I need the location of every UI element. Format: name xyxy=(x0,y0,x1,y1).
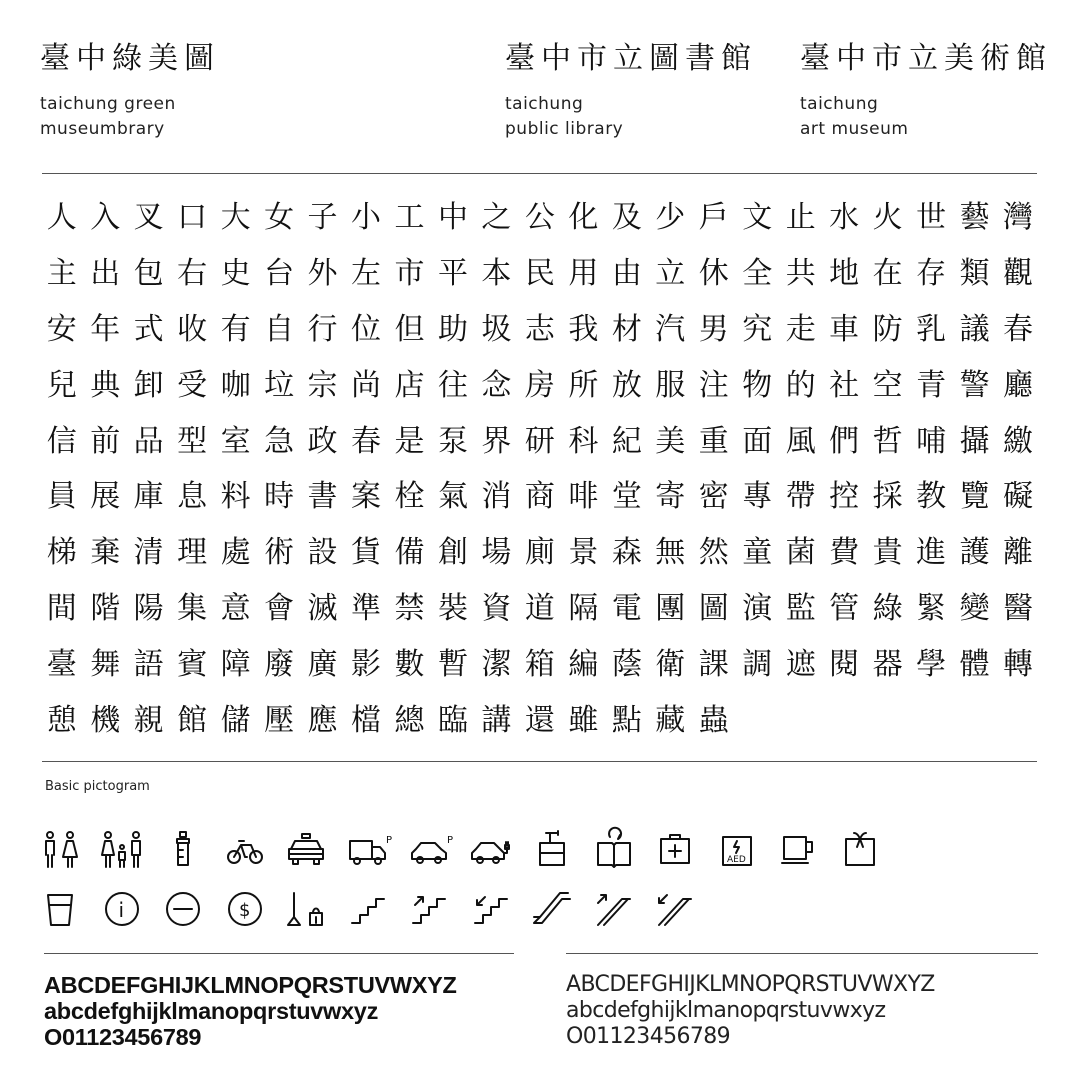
glyph-cell: 費 xyxy=(829,535,860,571)
glyph-cell: 在 xyxy=(872,255,903,291)
glyph-cell: 廣 xyxy=(307,647,338,683)
glyph-cell: 總 xyxy=(394,703,425,739)
glyph-cell: 無 xyxy=(655,535,686,571)
header-museum xyxy=(800,42,1052,142)
glyph-cell: 本 xyxy=(481,255,512,291)
glyph-cell: 資 xyxy=(481,591,512,627)
glyph-cell: 自 xyxy=(264,311,295,347)
glyph-cell: 助 xyxy=(437,311,468,347)
glyph-cell: 有 xyxy=(220,311,251,347)
green-title-en-1: taichung green xyxy=(40,94,176,114)
glyph-cell: 礙 xyxy=(1003,479,1034,515)
truck-parking-icon xyxy=(348,826,392,872)
glyph-cell: 泵 xyxy=(437,423,468,459)
glyph-cell: 但 xyxy=(394,311,425,347)
glyph-cell: 型 xyxy=(177,423,208,459)
glyph-cell: 史 xyxy=(220,255,251,291)
green-title-en-2: museumbrary xyxy=(40,119,165,139)
glyph-cell: 潔 xyxy=(481,647,512,683)
glyph-cell: 春 xyxy=(351,423,382,459)
glyph-cell: 灣 xyxy=(1003,200,1034,235)
regular-digits: O01123456789 xyxy=(566,1024,731,1049)
glyph-cell: 信 xyxy=(46,423,77,459)
glyph-cell: 裝 xyxy=(437,591,468,627)
glyph-cell: 子 xyxy=(307,200,338,235)
library-title-en-2: public library xyxy=(505,119,624,139)
glyph-cell: 出 xyxy=(90,255,121,291)
glyph-cell: 文 xyxy=(742,200,773,235)
glyph-cell: 員 xyxy=(46,479,77,515)
glyph-cell: 綠 xyxy=(872,591,903,627)
glyph-cell: 青 xyxy=(916,367,947,403)
glyph-cell: 議 xyxy=(959,311,990,347)
cleaning-icon xyxy=(286,886,326,932)
glyph-cell: 滅 xyxy=(307,591,338,627)
escalator-down-icon xyxy=(655,886,695,932)
locker-icon xyxy=(532,826,572,872)
glyph-cell: 演 xyxy=(742,591,773,627)
escalator-icon xyxy=(532,886,572,932)
glyph-cell: 防 xyxy=(872,311,903,347)
glyph-cell: 小 xyxy=(351,200,382,235)
glyph-cell: 臨 xyxy=(437,703,468,739)
svg-text:AED: AED xyxy=(726,855,746,865)
glyph-cell: 宗 xyxy=(307,367,338,403)
glyph-cell: 創 xyxy=(437,535,468,571)
glyph-cell: 場 xyxy=(481,535,512,571)
glyph-cell: 外 xyxy=(307,255,338,291)
stairs-up-icon xyxy=(409,886,449,932)
glyph-cell: 設 xyxy=(307,535,338,571)
header-library xyxy=(505,42,757,142)
glyph-cell: 紀 xyxy=(611,423,642,459)
glyph-cell: 護 xyxy=(959,535,990,571)
glyph-cell: 地 xyxy=(829,255,860,291)
glyph-cell: 術 xyxy=(264,535,295,571)
glyph-cell: 平 xyxy=(437,255,468,291)
glyph-cell: 醫 xyxy=(1003,591,1034,627)
glyph-cell: 還 xyxy=(524,703,555,739)
glyph-cell: 重 xyxy=(698,423,729,459)
glyph-cell: 壓 xyxy=(264,703,295,739)
glyph-cell: 中 xyxy=(437,200,468,235)
glyph-cell: 兒 xyxy=(46,367,77,403)
glyph-cell: 全 xyxy=(742,255,773,291)
bold-lowercase: abcdefghijklmanopqrstuvwxyz xyxy=(44,998,379,1024)
glyph-cell: 由 xyxy=(611,255,642,291)
glyph-cell: 採 xyxy=(872,479,903,515)
glyph-cell: 森 xyxy=(611,535,642,571)
glyph-cell: 我 xyxy=(568,311,599,347)
glyph-cell: 典 xyxy=(90,367,121,403)
glyph-cell: 菌 xyxy=(785,535,816,571)
glyph-cell: 春 xyxy=(1003,311,1034,347)
glyph-cell: 究 xyxy=(742,311,773,347)
glyph-cell: 觀 xyxy=(1003,255,1034,291)
glyph-cell: 美 xyxy=(655,423,686,459)
glyph-cell: 課 xyxy=(698,647,729,683)
glyph-cell: 閱 xyxy=(829,647,860,683)
glyph-cell: 數 xyxy=(394,647,425,683)
glyph-cell: 轉 xyxy=(1003,647,1034,683)
glyph-cell: 風 xyxy=(785,423,816,459)
glyph-cell: 急 xyxy=(264,423,295,459)
glyph-cell: 梯 xyxy=(46,535,77,571)
glyph-cell: 們 xyxy=(829,423,860,459)
glyph-cell: 受 xyxy=(177,367,208,403)
glyph-cell: 市 xyxy=(394,255,425,291)
glyph-cell: 志 xyxy=(524,311,555,347)
glyph-cell: 走 xyxy=(785,311,816,347)
glyph-cell: 年 xyxy=(90,311,121,347)
baby-bottle-icon xyxy=(163,826,203,872)
glyph-cell: 商 xyxy=(524,479,555,515)
family-restroom-icon xyxy=(102,826,142,872)
glyph-cell: 會 xyxy=(264,591,295,627)
glyph-cell: 火 xyxy=(872,200,903,235)
glyph-cell: 氣 xyxy=(437,479,468,515)
glyph-cell: 賓 xyxy=(177,647,208,683)
glyph-cell: 教 xyxy=(916,479,947,515)
glyph-cell: 圾 xyxy=(481,311,512,347)
glyph-cell: 寄 xyxy=(655,479,686,515)
gift-shop-icon xyxy=(840,826,880,872)
glyph-cell: 間 xyxy=(46,591,77,627)
glyph-cell: 注 xyxy=(698,367,729,403)
glyph-cell: 工 xyxy=(394,200,425,235)
glyph-cell: 大 xyxy=(220,200,251,235)
information-icon xyxy=(102,886,142,932)
glyph-cell: 藝 xyxy=(959,200,990,235)
svg-text:P: P xyxy=(385,835,392,846)
glyph-cell: 式 xyxy=(133,311,164,347)
glyph-cell: 衛 xyxy=(655,647,686,683)
reading-book-icon xyxy=(594,826,634,872)
first-aid-icon xyxy=(655,826,695,872)
glyph-cell: 館 xyxy=(177,703,208,739)
glyph-cell: 緊 xyxy=(916,591,947,627)
glyph-cell: 及 xyxy=(611,200,642,235)
glyph-cell: 陽 xyxy=(133,591,164,627)
glyph-cell: 語 xyxy=(133,647,164,683)
glyph-cell: 料 xyxy=(220,479,251,515)
divider-bottom-right xyxy=(566,953,1038,954)
glyph-cell: 臺 xyxy=(46,647,77,683)
glyph-cell: 人 xyxy=(46,200,77,235)
restroom-icon xyxy=(40,826,80,872)
glyph-cell: 景 xyxy=(568,535,599,571)
glyph-cell: 道 xyxy=(524,591,555,627)
glyph-cell: 哲 xyxy=(872,423,903,459)
glyph-cell: 檔 xyxy=(351,703,382,739)
glyph-cell: 行 xyxy=(307,311,338,347)
glyph-cell: 收 xyxy=(177,311,208,347)
glyph-cell: 車 xyxy=(829,311,860,347)
glyph-cell: 暫 xyxy=(437,647,468,683)
glyph-cell: 處 xyxy=(220,535,251,571)
glyph-cell: 口 xyxy=(177,200,208,235)
glyph-cell: 民 xyxy=(524,255,555,291)
glyph-cell: 儲 xyxy=(220,703,251,739)
glyph-cell: 房 xyxy=(524,367,555,403)
glyph-cell: 編 xyxy=(568,647,599,683)
glyph-cell: 警 xyxy=(959,367,990,403)
glyph-cell: 影 xyxy=(351,647,382,683)
glyph-cell: 機 xyxy=(90,703,121,739)
glyph-cell: 休 xyxy=(698,255,729,291)
glyph-cell: 藏 xyxy=(655,703,686,739)
glyph-cell: 右 xyxy=(177,255,208,291)
glyph-cell: 堂 xyxy=(611,479,642,515)
museum-title-en-1: taichung xyxy=(800,94,879,114)
glyph-specimen-grid xyxy=(40,190,1040,749)
bold-digits: O01123456789 xyxy=(44,1024,202,1050)
electric-car-icon xyxy=(471,826,511,872)
glyph-cell: 叉 xyxy=(133,200,164,235)
glyph-cell: 立 xyxy=(655,255,686,291)
glyph-cell: 應 xyxy=(307,703,338,739)
glyph-cell: 電 xyxy=(611,591,642,627)
glyph-cell: 往 xyxy=(437,367,468,403)
glyph-cell: 庫 xyxy=(133,479,164,515)
glyph-cell: 科 xyxy=(568,423,599,459)
glyph-cell: 管 xyxy=(829,591,860,627)
glyph-cell: 離 xyxy=(1003,535,1034,571)
svg-text:P: P xyxy=(447,835,454,846)
glyph-cell: 障 xyxy=(220,647,251,683)
glyph-cell: 用 xyxy=(568,255,599,291)
glyph-cell: 共 xyxy=(785,255,816,291)
glyph-cell: 空 xyxy=(872,367,903,403)
glyph-cell: 入 xyxy=(90,200,121,235)
glyph-cell: 包 xyxy=(133,255,164,291)
regular-lowercase: abcdefghijklmanopqrstuvwxyz xyxy=(566,998,886,1023)
glyph-cell: 哺 xyxy=(916,423,947,459)
glyph-cell: 變 xyxy=(959,591,990,627)
escalator-up-icon xyxy=(594,886,634,932)
glyph-cell: 位 xyxy=(351,311,382,347)
glyph-cell: 是 xyxy=(394,423,425,459)
glyph-cell: 專 xyxy=(742,479,773,515)
water-cup-icon xyxy=(40,886,80,932)
glyph-cell: 進 xyxy=(916,535,947,571)
glyph-cell: 台 xyxy=(264,255,295,291)
pictogram-label: Basic pictogram xyxy=(45,779,150,794)
glyph-cell: 止 xyxy=(785,200,816,235)
stairs-down-icon xyxy=(471,886,511,932)
glyph-cell: 圖 xyxy=(698,591,729,627)
glyph-cell: 調 xyxy=(742,647,773,683)
glyph-cell: 類 xyxy=(959,255,990,291)
glyph-cell: 備 xyxy=(394,535,425,571)
glyph-cell: 放 xyxy=(611,367,642,403)
no-entry-icon xyxy=(163,886,203,932)
glyph-cell: 隔 xyxy=(568,591,599,627)
glyph-cell: 卸 xyxy=(133,367,164,403)
pictogram-row-1 xyxy=(40,826,901,876)
glyph-cell: 團 xyxy=(655,591,686,627)
glyph-cell: 安 xyxy=(46,311,77,347)
glyph-cell: 體 xyxy=(959,647,990,683)
glyph-cell: 垃 xyxy=(264,367,295,403)
glyph-cell: 室 xyxy=(220,423,251,459)
glyph-cell: 女 xyxy=(264,200,295,235)
glyph-cell: 廁 xyxy=(524,535,555,571)
glyph-cell: 階 xyxy=(90,591,121,627)
glyph-cell: 之 xyxy=(481,200,512,235)
glyph-cell: 世 xyxy=(916,200,947,235)
glyph-cell: 講 xyxy=(481,703,512,739)
glyph-cell: 啡 xyxy=(568,479,599,515)
museum-title-zh: 臺中市立美術館 xyxy=(800,41,1052,76)
glyph-cell: 書 xyxy=(307,479,338,515)
divider-bottom-left xyxy=(44,953,514,954)
library-title-en-1: taichung xyxy=(505,94,584,114)
glyph-cell: 禁 xyxy=(394,591,425,627)
glyph-cell: 蔭 xyxy=(611,647,642,683)
glyph-cell: 汽 xyxy=(655,311,686,347)
glyph-cell: 社 xyxy=(829,367,860,403)
glyph-cell: 覽 xyxy=(959,479,990,515)
glyph-cell: 面 xyxy=(742,423,773,459)
glyph-cell: 息 xyxy=(177,479,208,515)
glyph-cell: 廳 xyxy=(1003,367,1034,403)
stairs-icon xyxy=(348,886,388,932)
glyph-cell: 密 xyxy=(698,479,729,515)
glyph-cell: 主 xyxy=(46,255,77,291)
glyph-cell: 念 xyxy=(481,367,512,403)
header-green xyxy=(40,42,220,142)
typeface-specimen-bold xyxy=(44,972,457,1050)
glyph-cell: 準 xyxy=(351,591,382,627)
bold-uppercase: ABCDEFGHIJKLMNOPQRSTUVWXYZ xyxy=(44,972,457,998)
glyph-cell: 童 xyxy=(742,535,773,571)
glyph-cell: 栓 xyxy=(394,479,425,515)
glyph-cell: 存 xyxy=(916,255,947,291)
glyph-cell: 界 xyxy=(481,423,512,459)
glyph-cell: 棄 xyxy=(90,535,121,571)
glyph-cell: 咖 xyxy=(220,367,251,403)
bicycle-icon xyxy=(225,826,265,872)
glyph-cell: 政 xyxy=(307,423,338,459)
glyph-cell: 學 xyxy=(916,647,947,683)
glyph-cell: 研 xyxy=(524,423,555,459)
glyph-cell: 材 xyxy=(611,311,642,347)
svg-text:i: i xyxy=(118,898,124,922)
glyph-cell: 水 xyxy=(829,200,860,235)
glyph-cell: 乳 xyxy=(916,311,947,347)
glyph-cell: 蟲 xyxy=(698,703,729,739)
glyph-cell: 親 xyxy=(133,703,164,739)
glyph-cell: 憩 xyxy=(46,703,77,739)
glyph-cell: 舞 xyxy=(90,647,121,683)
car-parking-icon xyxy=(409,826,454,872)
glyph-cell: 器 xyxy=(872,647,903,683)
glyph-cell: 雖 xyxy=(568,703,599,739)
divider-top xyxy=(42,173,1037,174)
svg-text:$: $ xyxy=(238,900,250,921)
glyph-cell: 點 xyxy=(611,703,642,739)
glyph-cell: 展 xyxy=(90,479,121,515)
glyph-cell: 集 xyxy=(177,591,208,627)
glyph-cell: 前 xyxy=(90,423,121,459)
glyph-cell: 男 xyxy=(698,311,729,347)
glyph-cell: 店 xyxy=(394,367,425,403)
glyph-cell: 戶 xyxy=(698,200,729,235)
glyph-cell: 箱 xyxy=(524,647,555,683)
glyph-cell: 然 xyxy=(698,535,729,571)
regular-uppercase: ABCDEFGHIJKLMNOPQRSTUVWXYZ xyxy=(566,972,935,997)
glyph-cell: 遮 xyxy=(785,647,816,683)
money-icon xyxy=(225,886,265,932)
glyph-cell: 品 xyxy=(133,423,164,459)
green-title-zh: 臺中綠美圖 xyxy=(40,41,220,76)
glyph-cell: 意 xyxy=(220,591,251,627)
glyph-cell: 時 xyxy=(264,479,295,515)
aed-icon xyxy=(717,826,757,872)
glyph-cell: 廢 xyxy=(264,647,295,683)
glyph-cell: 繳 xyxy=(1003,423,1034,459)
glyph-cell: 服 xyxy=(655,367,686,403)
cafe-cup-icon xyxy=(778,826,818,872)
glyph-cell: 所 xyxy=(568,367,599,403)
museum-title-en-2: art museum xyxy=(800,119,909,139)
glyph-cell: 控 xyxy=(829,479,860,515)
typeface-specimen-regular xyxy=(566,972,935,1050)
glyph-cell: 案 xyxy=(351,479,382,515)
glyph-cell: 左 xyxy=(351,255,382,291)
glyph-cell: 清 xyxy=(133,535,164,571)
glyph-cell: 消 xyxy=(481,479,512,515)
glyph-cell: 化 xyxy=(568,200,599,235)
pictogram-row-2 xyxy=(40,886,717,936)
divider-middle xyxy=(42,761,1037,762)
glyph-cell: 少 xyxy=(655,200,686,235)
glyph-cell: 理 xyxy=(177,535,208,571)
glyph-cell: 物 xyxy=(742,367,773,403)
glyph-cell: 貴 xyxy=(872,535,903,571)
taxi-icon xyxy=(286,826,326,872)
glyph-cell: 尚 xyxy=(351,367,382,403)
glyph-cell: 公 xyxy=(524,200,555,235)
library-title-zh: 臺中市立圖書館 xyxy=(505,41,757,76)
glyph-cell: 貨 xyxy=(351,535,382,571)
glyph-cell: 監 xyxy=(785,591,816,627)
glyph-cell: 攝 xyxy=(959,423,990,459)
glyph-cell: 帶 xyxy=(785,479,816,515)
glyph-cell: 的 xyxy=(785,367,816,403)
